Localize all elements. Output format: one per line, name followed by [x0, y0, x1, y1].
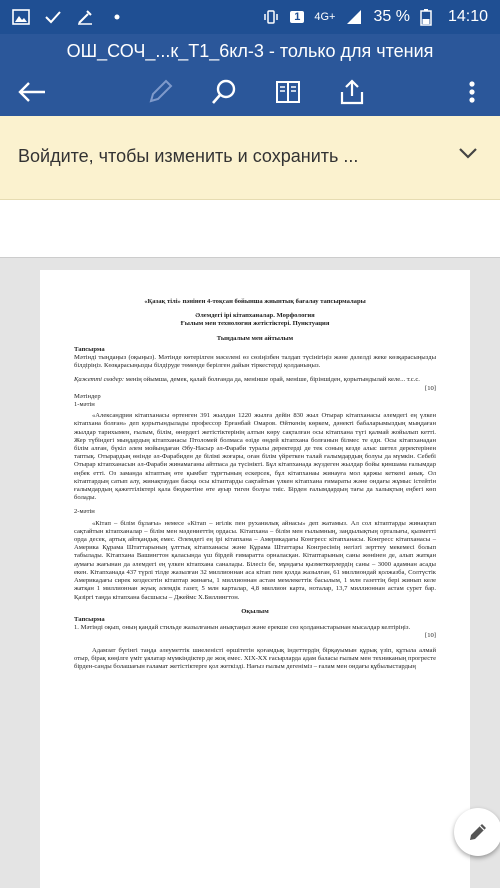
- document-title: ОШ_СОЧ_...к_Т1_6кл-3 - только для чтения: [0, 34, 500, 68]
- task-label: Тапсырма: [74, 615, 105, 623]
- task-text: Мәтінді тыңдаңыз (оқыңыз). Мәтінде көтерілген мәселені өз сөзіңізбен талдап түсінігіңіз және дәлелді жеке көзқарасыңызды білдіріңіз. Көзқарасыңызды білдіруде төменде берілген дайын тіркестерді қолданыңыз.: [74, 354, 436, 370]
- pen-icon[interactable]: [144, 76, 176, 108]
- clock: 14:10: [447, 8, 488, 25]
- document-page: [40, 270, 470, 888]
- toolbar: [0, 68, 500, 116]
- battery-percent: 35 %: [373, 8, 410, 25]
- task-label: Тапсырма: [74, 345, 105, 353]
- doc-subheading: Әлемдегі ірі кітапханалар. Морфология: [195, 312, 315, 320]
- reading-mode-icon[interactable]: [272, 76, 304, 108]
- edit-fab-button[interactable]: [454, 808, 500, 856]
- status-bar: [0, 0, 500, 34]
- text-paragraph: «Александрия кітапханасы өртенген 391 жылдан 1220 жылға дейін 830 жыл Отырар кітапханасы әлемдегі ең үлкен кітапхана болған» деп қорытындылады профессор Ерғанбай Омаров. Өйткенің көркем, дәнекті бабаларымыздың мыңдаған жылдар тарихымен, ғылым, білім, өнердегі жетістіктерінің алтын көру сақталған осы кітапхана түгі қалмай жойылып кетті. Жер түбіндегі мыңдардың кітапханасы Птоломей болмаса өзіде өндей кітапхана болғанын білмес те еди. Осы кітапханадан білім алған, бүкіл әлем мойындаған Әбу-Насыр әл-Фараби туралы деректерді де тек соның кезде алыс шетел деректерінен таптық. Отырардың өнінде әл-Фарабиден де білімі жоғары, оған білім үйреткен талай ғалымдардың болуы да мүмкін. Себебі Отырар кітапханасын әл-Фараби жинамаганы айтпаса да түсінікті. Бұл кітапханада жүздеген жылдар бойы қиншама ғалымдар еңбек етті. Оз заманда кітаптың өте қымбат тұрғтының ескерсек, бұл кітапханаы жинауға мол қаржы кеткені анық. Ол кітаптардың сатып алу, жинақтаудан басқа осы кітаптарды сақтайтын үлкен кітапхана ғимараты және ондағы жұмыс істейтін ғалымдардың қажеттіліктері қала бюджетіне өте ауыр тиген болуы тиіс. Бірден ғалымдардың тағы да халықтың еңбегі көп болады.: [74, 412, 436, 502]
- sim-badge: 1: [290, 11, 304, 23]
- doc-heading: «Қазақ тілі» пәнінен 4-тоқсан бойынша жиынтық бағалау тапсырмалары: [144, 298, 366, 305]
- text-paragraph: «Кітап – білім бұлағы» немесе «Кітап – игілік пен руханилық айнасы» деп жатамыз. Ал сол кітаптарды жинақтап сақтайтын кітапханалар – білім мен мәдениеттің ордасы. Кітапхана – білім мен ғылымның, заңдылықтың орталығы, қызметті орда десек, артық айтқандық емес. Әлемдегі ең ірі кітапхана – Америкадағы Конгресс кітапханасы. Конгресс кітапханасы – Америка Құрама Штаттарының ұлттық кітапханасы және Құрама Штаттары Конгресінің негізгі зерттеу мекемесі болып табылады. Кітапхана Вашингтон қаласында үш бірдей ғимаратта орналасқан. Кітаптарының саны жөнінен де, алып жатқан аумағы жағынан да әлемдегі ең үлкен кітапхана саналады. Білесіз бе, мұндағы қызметкерлердің саны – 3000 адамнан асады екен. Кітапханада 437 түрлі тілде жазылған 32 миллионнан аса кітап пен қолда жазылған, 61 миллиондай қолжазба, Солтүстік Америкадағы сирек кездесетін кітаптар жинағы, 1 миллионнан астам мемлекеттік басылым, 1 млн газеттің бері жинып келе жатқан 1 миллионнан жуық әлемдік газет, 5 млн карталар, 4,8 миллион карта, ноталар, 13,7 миллионнан астам сурет бар. Қазіргі таңда кітапхана басшысы – Джеймс Х.Биллингтон.: [74, 519, 436, 601]
- score: [10]: [425, 384, 436, 392]
- back-arrow-icon[interactable]: [16, 76, 48, 108]
- signin-banner[interactable]: [0, 116, 500, 200]
- document-viewport[interactable]: [0, 200, 500, 888]
- section-title: Тыңдалым мен айтылым: [216, 334, 294, 342]
- share-icon[interactable]: [336, 76, 368, 108]
- check-icon: [44, 8, 62, 26]
- section-title: Оқылым: [241, 607, 269, 615]
- text-label: 1-мәтін: [74, 401, 95, 409]
- text-label: 2-мәтін: [74, 508, 95, 516]
- doc-subheading: Ғылым мен технология жетістіктері. Пунктуация: [180, 320, 330, 328]
- task-text: 1. Мәтінді оқып, оның қандай стильде жазылғанын анықтаңыз және ерекше сөз қолданыстарынан мысалдар келтіріңіз.: [74, 624, 411, 632]
- texts-label: Мәтіндер: [74, 392, 101, 400]
- signin-banner-text: Войдите, чтобы изменить и сохранить ...: [18, 146, 359, 166]
- dot-icon: [108, 8, 126, 26]
- phrases-label: Қажетті сөздер:: [74, 376, 125, 384]
- chevron-down-icon[interactable]: [458, 146, 478, 165]
- tool-icon: [76, 8, 94, 26]
- battery-icon: [420, 8, 438, 26]
- vibrate-icon: [262, 8, 280, 26]
- network-type: 4G+: [314, 11, 336, 23]
- pencil-icon: [466, 820, 490, 844]
- phrases-text: менің ойымша, демек, қалай болғанда да, менінше орай, меніше, біріншіден, қорытындылай келе... т.с.с.: [124, 376, 420, 384]
- more-icon[interactable]: [456, 76, 488, 108]
- phrases-paragraph: [74, 376, 436, 384]
- signal-icon: [345, 8, 363, 26]
- previous-page-bottom: [0, 200, 500, 258]
- gallery-icon: [12, 8, 30, 26]
- score: [10]: [425, 632, 436, 640]
- search-icon[interactable]: [208, 76, 240, 108]
- text-paragraph: Адамзат бүгінгі таңда әлеуметтік шиеленісті өршітетін қоғамдық індеттердің бірқауымын құрық үзіп, құтыла алмай отыр, бірақ көңілге үміт ұялатар мүмкіндіктер де жоқ емес. XIX-XX ғасырларда адам баласы ғылым мен техниканың прогресте бірден-санды болашағын ғаламат жетістіктерге қол жеткізді. Нағыз ғылым дегеніміз – ғалам мен ондағы құбылыстардың: [74, 646, 436, 670]
